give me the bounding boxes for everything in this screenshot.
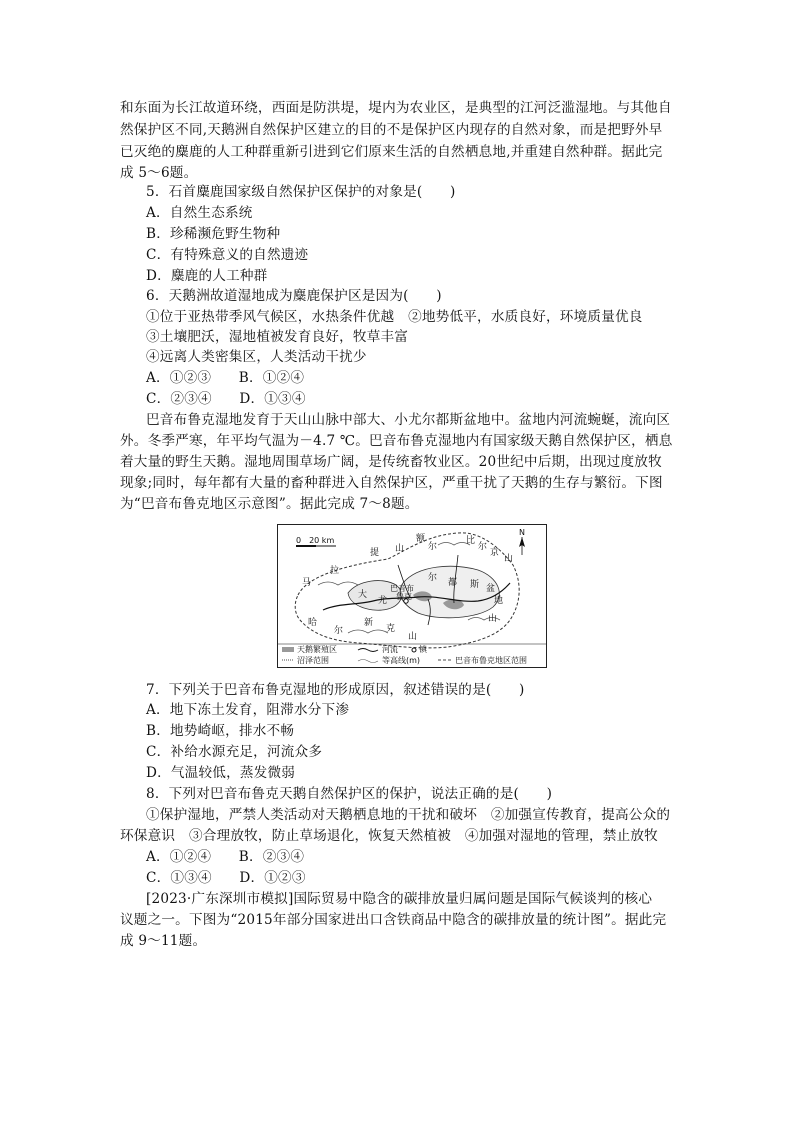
passage2-line-3: 着大量的野生天鹅。湿地周围草场广阔，是传统畜牧业区。20世纪中后期，出现过度放牧 [120,454,662,470]
question-6-item-1: ①位于亚热带季风气候区，水热条件优越 ②地势低平，水质良好，环境质量优良 [146,309,643,325]
map-label-di: 地 [494,596,504,606]
question-8-stem: 8．下列对巴音布鲁克天鹅自然保护区的保护，说法正确的是( ) [146,786,553,802]
map-label-er-1: 尔 [334,626,344,636]
question-6-options-row-2: C．②③④ D．①③④ [146,391,306,407]
bayanbulak-map [278,525,546,667]
bayanbulak-map-figure [277,524,547,668]
passage2-line-5: 为“巴音布鲁克地区示意图”。据此完成 7～8题。 [120,496,419,512]
legend-river: 河流 [382,645,398,654]
legend-town: 镇 [419,645,427,654]
question-7-option-c: C．补给水源充足，河流众多 [146,744,323,760]
question-5-option-c: C．有特殊意义的自然遗迹 [146,247,309,263]
question-5-stem: 5．石首麋鹿国家级自然保护区保护的对象是( ) [146,184,456,200]
question-6-options-row-1: A．①②③ B．①②④ [146,370,305,386]
map-label-si: 斯 [470,580,480,590]
big-yuldus-basin [400,566,499,618]
scale-bar-fill [296,545,316,547]
passage1-line-3: 已灭绝的麋鹿的人工种群重新引进到它们原来生活的自然栖息地,并重建自然种群。据此完 [120,144,663,160]
passage2-line-4: 现象;同时，每年都有大量的畜种群进入自然保护区，严重干扰了天鹅的生存与繁衍。下图 [120,475,663,491]
map-label-er-3: 尔 [428,573,438,583]
question-5-option-a: A．自然生态系统 [146,205,253,221]
legend-marsh: 沼泽范围 [297,656,329,665]
passage1-line-2: 然保护区不同,天鹅洲自然保护区建立的目的不是保护区内现存的自然对象，而是把野外早 [120,122,663,138]
legend-river-swatch [358,649,378,652]
question-7-option-b: B．地势崎岖，排水不畅 [146,723,295,739]
map-label-ke: 克 [386,624,396,634]
legend-contour-swatch [358,660,378,663]
map-label-luke: 鲁克 [396,592,412,601]
map-label-shan-2: 山 [408,632,418,642]
legend-breeding: 天鹅繁殖区 [297,645,337,654]
map-label-shan-4: 山 [488,614,498,624]
map-label-e: 额 [416,534,426,544]
legend-region: 巴音布鲁克地区范围 [455,656,527,665]
passage3-line-2: 议题之一。下图为“2015年部分国家进出口含铁商品中隐含的碳排放量的统计图”。据此完 [120,912,667,928]
map-label-ma: 马 [302,578,312,588]
question-7-option-a: A．地下冻土发育，阻滞水分下渗 [146,702,350,718]
map-label-jing: 京 [490,548,500,558]
question-8-options-row-2: C．①③④ D．①②③ [146,870,306,886]
map-label-pen: 盆 [486,584,496,594]
question-5-option-b: B．珍稀濒危野生物种 [146,226,281,242]
question-8-options-row-1: A．①②④ B．②③④ [146,849,305,865]
legend-contour: 等高线(m) [382,656,421,665]
north-label: N [519,528,525,537]
passage2-line-2: 外。冬季严寒，年平均气温为－4.7 ℃。巴音布鲁克湿地内有国家级天鹅自然保护区，栖息 [120,433,673,449]
map-label-xin: 新 [364,618,374,628]
map-label-ti: 提 [370,548,380,558]
passage3-line-3: 成 9～11题。 [120,933,207,949]
map-label-la: 拉 [330,566,340,576]
question-6-stem: 6．天鹅洲故道湿地成为麋鹿保护区是因为( ) [146,288,442,304]
map-label-er-4: 尔 [428,542,438,552]
question-5-option-d: D．麋鹿的人工种群 [146,268,268,284]
question-6-item-3: ④远离人类密集区，人类活动干扰少 [146,349,367,365]
map-label-bi: 比 [466,536,476,546]
legend-town-swatch [412,648,416,652]
map-label-ha: 哈 [308,618,318,628]
map-scale-label: 0 20 km [296,536,335,545]
map-label-you: 尤 [378,596,388,606]
map-label-dou: 都 [448,578,458,588]
passage1-line-1: 和东面为长江故道环绕，西面是防洪堤，堤内为农业区，是典型的江河泛滥湿地。与其他自 [120,100,672,116]
map-label-er-2: 尔 [478,542,488,552]
passage3-line-1: [2023·广东深圳市模拟]国际贸易中隐含的碳排放量归属问题是国际气候谈判的核心 [146,891,653,907]
legend-breeding-swatch [282,647,294,652]
question-6-item-2: ③土壤肥沃，湿地植被发育良好，牧草丰富 [146,329,409,345]
question-7-option-d: D．气温较低，蒸发微弱 [146,765,296,781]
map-label-bayinbu: 巴音布 [390,584,414,593]
question-8-items-line-1: ①保护湿地，严禁人类活动对天鹅栖息地的干扰和破坏 ②加强宣传教育，提高公众的 [146,807,671,823]
map-label-da: 大 [358,590,368,600]
map-label-shan-1: 山 [395,544,405,554]
map-label-shan-3: 山 [504,554,514,564]
question-7-stem: 7．下列关于巴音布鲁克湿地的形成原因，叙述错误的是( ) [146,682,525,698]
passage2-line-1: 巴音布鲁克湿地发育于天山山脉中部大、小尤尔都斯盆地中。盆地内河流蜿蜒，流向区 [146,412,671,428]
passage1-line-4: 成 5～6题。 [120,165,198,181]
question-8-items-line-2: 环保意识 ③合理放牧，防止草场退化，恢复天然植被 ④加强对湿地的管理，禁止放牧 [120,828,658,844]
